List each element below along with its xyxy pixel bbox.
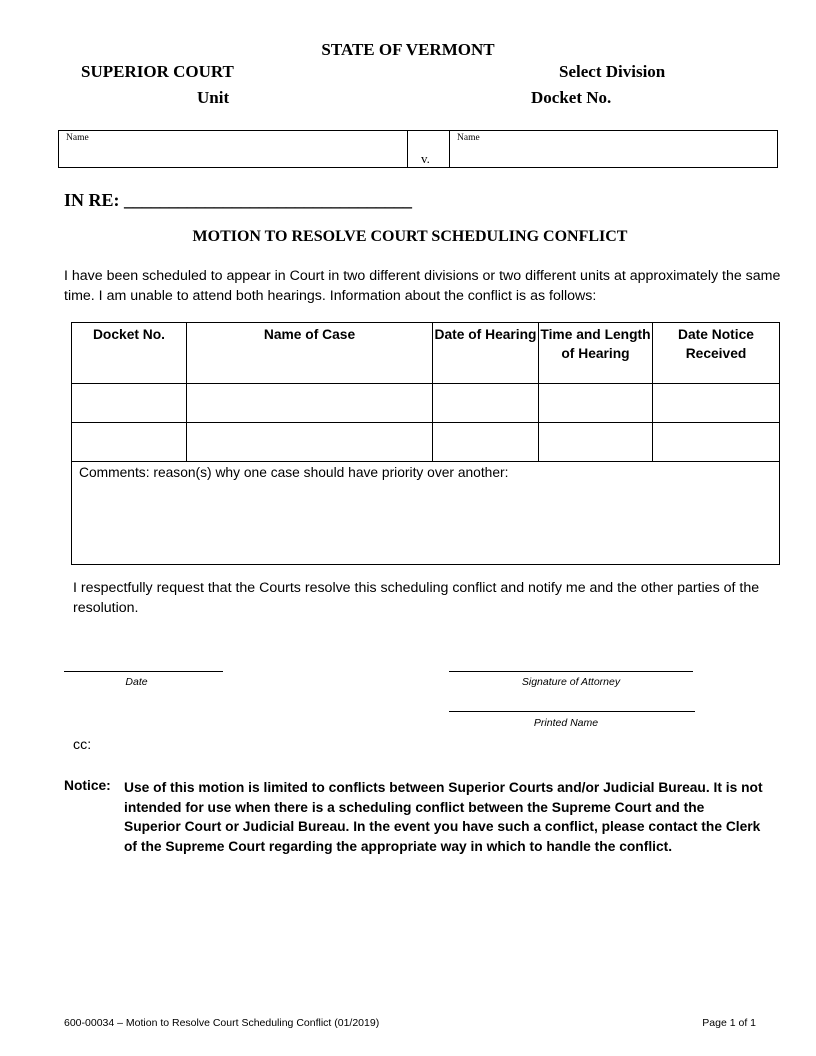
defendant-name-field[interactable] [450, 131, 777, 167]
intro-paragraph: I have been scheduled to appear in Court in two different divisions or two different units at approximately the same time. I am unable to attend both hearings. Information about the conflict is as follows: [64, 268, 781, 304]
printed-name-caption: Printed Name [533, 717, 599, 729]
request-paragraph: I respectfully request that the Courts resolve this scheduling conflict and notify me and the other parties of the resolution. [73, 580, 760, 616]
court-name: SUPERIOR COURT [81, 62, 234, 81]
unit-label: Unit [197, 88, 230, 107]
notice-text: Use of this motion is limited to conflicts between Superior Courts and/or Judicial Bureau. It is not intended for use when there is a scheduling conflict between the Supreme Court and the Superior Court or Judicial Bureau. In the event you have such a conflict, please contact the Clerk of the Supreme Court regarding the appropriate way in which to handle the conflict. [124, 780, 763, 854]
table-cell[interactable] [653, 384, 780, 423]
table-cell[interactable] [72, 384, 187, 423]
form-id-footer: 600-00034 – Motion to Resolve Court Scheduling Conflict (01/2019) [64, 1017, 380, 1029]
column-header: Date Notice Received [653, 323, 780, 384]
table-row [72, 423, 780, 462]
column-header: Date of Hearing [433, 323, 539, 384]
printed-name-line[interactable] [449, 711, 695, 712]
versus-label: v. [421, 151, 430, 166]
defendant-name-label: Name [457, 133, 480, 143]
division-select[interactable]: Select Division [559, 62, 666, 81]
party-names-box [58, 130, 778, 168]
table-cell[interactable] [653, 423, 780, 462]
table-cell[interactable] [187, 423, 433, 462]
conflict-table [71, 322, 780, 565]
attorney-signature-caption: Signature of Attorney [521, 676, 621, 688]
in-re-field[interactable]: IN RE: ________________________________ [64, 190, 413, 210]
comments-label: Comments: reason(s) why one case should have priority over another: [79, 465, 509, 480]
plaintiff-name-label: Name [66, 133, 89, 143]
page-number: Page 1 of 1 [702, 1017, 756, 1029]
cc-label: cc: [73, 737, 92, 753]
page-title: MOTION TO RESOLVE COURT SCHEDULING CONFLICT [192, 228, 628, 245]
table-cell[interactable] [433, 384, 539, 423]
table-cell[interactable] [187, 384, 433, 423]
comments-row [72, 462, 780, 565]
column-header: Time and Length of Hearing [539, 323, 653, 384]
notice-label: Notice: [64, 778, 111, 793]
date-caption: Date [125, 676, 148, 688]
date-line[interactable] [64, 671, 223, 672]
column-header: Docket No. [72, 323, 187, 384]
plaintiff-name-field[interactable] [59, 131, 408, 167]
state-heading: STATE OF VERMONT [321, 40, 495, 59]
table-row [72, 384, 780, 423]
table-cell[interactable] [72, 423, 187, 462]
table-header-row [72, 323, 780, 384]
table-cell[interactable] [539, 423, 653, 462]
docket-label: Docket No. [531, 88, 612, 107]
comments-field[interactable] [72, 462, 780, 565]
versus-cell [407, 131, 450, 167]
table-cell[interactable] [433, 423, 539, 462]
attorney-signature-line[interactable] [449, 671, 693, 672]
column-header: Name of Case [187, 323, 433, 384]
table-cell[interactable] [539, 384, 653, 423]
